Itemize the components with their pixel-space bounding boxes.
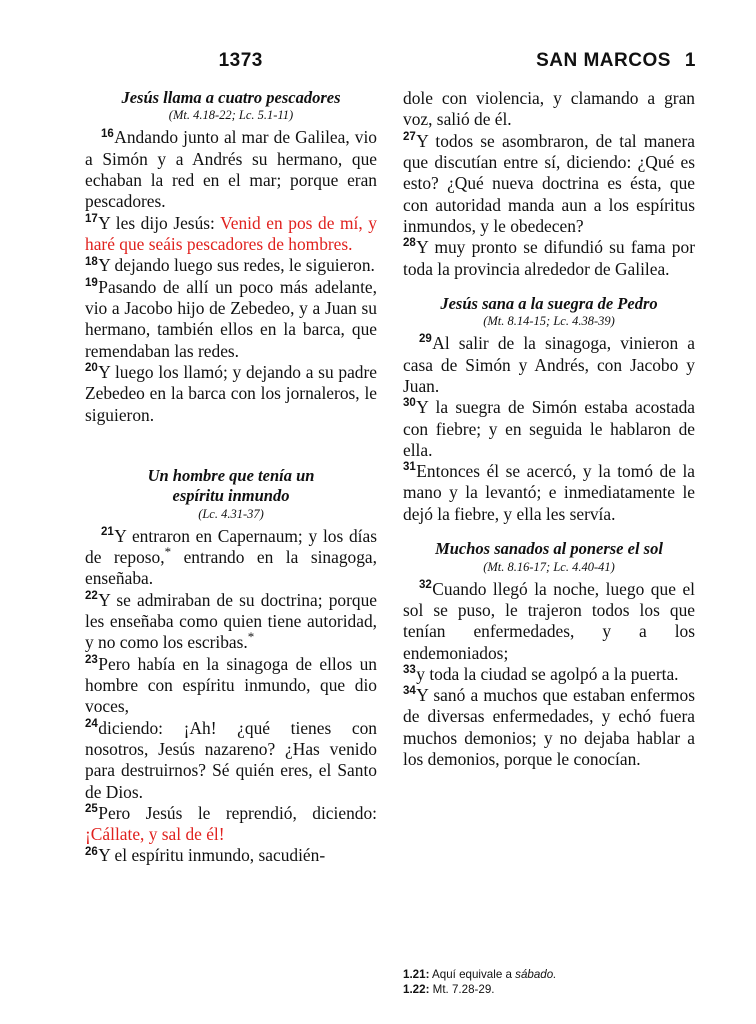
left-column	[85, 88, 377, 998]
running-head	[391, 50, 697, 72]
footnote-text: Aquí equivale a	[429, 968, 516, 982]
footnote-2	[403, 983, 695, 998]
verse-32	[403, 579, 695, 664]
verse-33	[403, 664, 695, 685]
verse-number: 27	[403, 130, 416, 143]
verse-text: Entonces él se acercó, y la tomó de la mano y la levantó; e inmediatamente le dejó la fiebre, y ella les servía.	[403, 461, 695, 524]
footnote-ref: 1.21:	[403, 968, 430, 982]
verse-text: Y sanó a muchos que estaban enfermos de diversas enfermedades, y echó fuera muchos demonios; y no dejaba hablar a los demonios, porque le conocían.	[403, 685, 695, 770]
verse-18	[85, 255, 377, 276]
verse-25	[85, 803, 377, 846]
section-reference-2: (Lc. 4.31-37)	[198, 506, 264, 521]
verse-text: Pero había en la sinagoga de ellos un hombre con espíritu inmundo, que dio voces,	[85, 653, 377, 717]
section-reference-1: (Mt. 4.18-22; Lc. 5.1-11)	[168, 108, 294, 123]
verse-number: 28	[403, 237, 416, 250]
verse-number: 24	[85, 717, 98, 730]
verse-number: 20	[85, 362, 98, 375]
verse-17	[85, 213, 377, 256]
footnote-marker: *	[247, 629, 255, 645]
verse-22	[85, 590, 377, 654]
footnote-ref: 1.22:	[403, 983, 430, 997]
verse-19	[85, 277, 377, 362]
verse-number: 19	[85, 276, 98, 289]
section-title-3: Jesús sana a la suegra de Pedro	[440, 293, 658, 313]
verse-number: 33	[403, 664, 416, 677]
footnote-italic: sábado.	[515, 968, 557, 982]
verse-number: 21	[101, 525, 114, 538]
footnotes	[403, 968, 695, 998]
footnote-text: Mt. 7.28-29.	[429, 983, 495, 997]
verse-text: Cuando llegó la noche, luego que el sol se puso, le trajeron todos los que tenían enfermedades, y a los endemoniados;	[403, 578, 695, 663]
verse-number: 17	[85, 212, 98, 225]
page-number: 1373	[218, 50, 263, 71]
section-title-4: Muchos sanados al ponerse el sol	[435, 539, 663, 559]
verse-16	[85, 127, 377, 212]
verse-number: 26	[85, 845, 98, 858]
verse-27	[403, 131, 695, 238]
verse-text: Y se admiraban de su doctrina; porque les enseñaba como quien tiene autoridad, y no como los escribas.	[85, 589, 377, 653]
verse-24	[85, 718, 377, 803]
verse-21	[85, 526, 377, 590]
verse-23	[85, 654, 377, 718]
section-reference-4: (Mt. 8.16-17; Lc. 4.40-41)	[483, 559, 615, 574]
words-of-jesus: Venid en pos de mí, y haré que seáis pescadores de hombres.	[85, 212, 377, 255]
verse-number: 32	[419, 578, 432, 591]
section-title-2-line2: espíritu inmundo	[172, 486, 290, 506]
book-name: SAN MARCOS	[536, 50, 671, 71]
verse-26-continuation: dole con violencia, y clamando a gran voz, salió de él.	[403, 88, 695, 130]
verse-29	[403, 333, 695, 397]
verse-34	[403, 685, 695, 770]
page-header	[85, 50, 696, 84]
verse-text: Al salir de la sinagoga, vinieron a casa de Simón y Andrés, con Jacobo y Juan.	[403, 333, 695, 396]
verse-number: 25	[85, 803, 98, 816]
footnote-marker: *	[164, 544, 172, 560]
two-column-body	[85, 88, 696, 998]
verse-text: diciendo: ¡Ah! ¿qué tienes con nosotros, Jesús nazareno? ¿Has venido para destruirnos? Sé quién eres, el Santo de Dios.	[85, 717, 377, 802]
verse-number: 29	[419, 333, 432, 346]
verse-text: Y muy pronto se difundió su fama por toda la provincia alrededor de Galilea.	[403, 237, 695, 279]
section-spacer	[85, 426, 377, 466]
verse-text: Pasando de allí un poco más adelante, vio a Jacobo hijo de Zebedeo, y a Juan su hermano, también ellos en la barca, que remendaban las redes.	[85, 276, 377, 361]
section-reference-3: (Mt. 8.14-15; Lc. 4.38-39)	[483, 314, 615, 329]
verse-text: Y la suegra de Simón estaba acostada con fiebre; y en seguida le hablaron de ella.	[403, 397, 695, 460]
verse-text: Y dejando luego sus redes, le siguieron.	[98, 255, 375, 276]
chapter-number: 1	[684, 50, 696, 71]
words-of-jesus: ¡Cállate, y sal de él!	[85, 824, 225, 845]
section-spacer	[403, 280, 695, 294]
verse-30	[403, 397, 695, 461]
verse-text: Y todos se asombraron, de tal manera que discutían entre sí, diciendo: ¿Qué es esto? ¿Qué nueva doctrina es ésta, que con autoridad manda aun a los espíritus inmundos, y le obedecen?	[403, 130, 695, 236]
right-column	[403, 88, 695, 998]
verse-28	[403, 237, 695, 280]
verse-number: 16	[101, 127, 114, 140]
verse-number: 22	[85, 589, 98, 602]
section-title-2-line1: Un hombre que tenía un	[147, 465, 315, 485]
verse-number: 34	[403, 685, 416, 698]
verse-text: Y entraron en Capernaum; y los días de reposo,	[85, 525, 377, 568]
verse-text: Pero Jesús le reprendió, diciendo:	[98, 802, 377, 823]
verse-text: Andando junto al mar de Galilea, vio a Simón y a Andrés su hermano, que echaban la red en el mar; porque eran pescadores.	[85, 127, 377, 212]
verse-text: Y luego los llamó; y dejando a su padre Zebedeo en la barca con los jornaleros, le siguieron.	[85, 361, 377, 425]
verse-26	[85, 845, 377, 866]
verse-text-cont: entrando en la sinagoga, enseñaba.	[85, 547, 377, 589]
section-title-1: Jesús llama a cuatro pescadores	[121, 88, 341, 107]
verse-number: 31	[403, 461, 416, 474]
verse-text: Y el espíritu inmundo, sacudién-	[98, 845, 326, 866]
verse-20	[85, 362, 377, 426]
section-spacer	[403, 525, 695, 539]
verse-text: Y les dijo Jesús:	[98, 212, 221, 233]
verse-number: 30	[403, 397, 416, 410]
verse-text: y toda la ciudad se agolpó a la puerta.	[416, 663, 679, 684]
verse-number: 18	[85, 255, 98, 268]
footnote-1	[403, 968, 695, 983]
verse-31	[403, 461, 695, 525]
verse-number: 23	[85, 653, 98, 666]
